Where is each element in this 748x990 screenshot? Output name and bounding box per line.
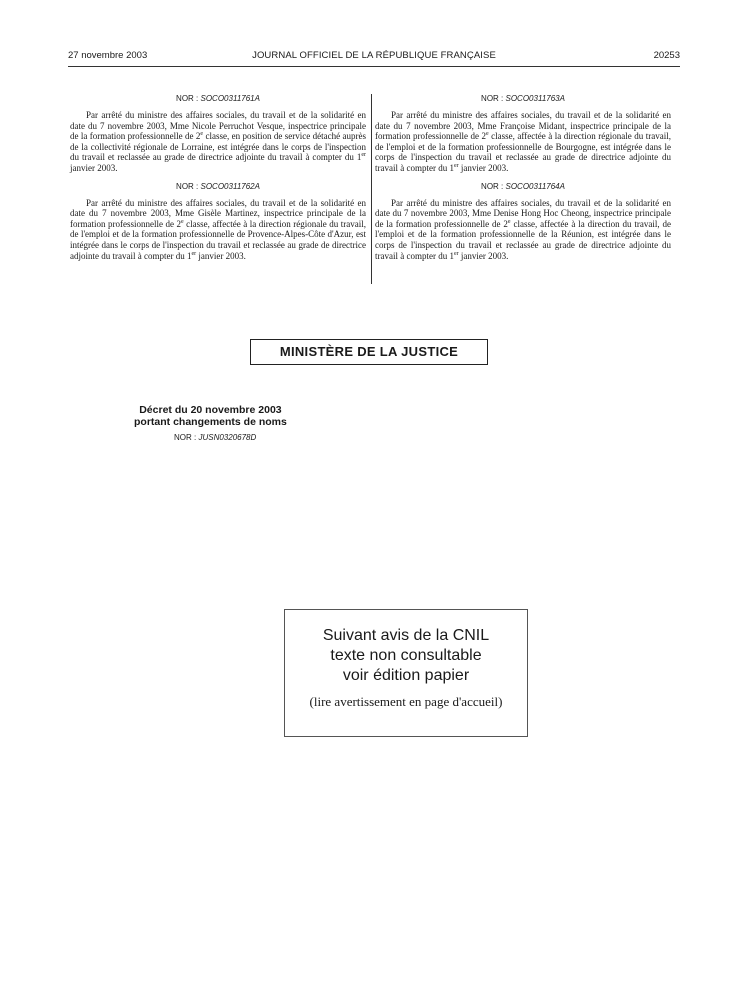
arrete-text: Par arrêté du ministre des affaires sociales, du travail et de la solidarité en date du 7 novembre 2003, Mme Denise Hong Hoc Cheong, inspectrice principale de la formation professionnelle de 2e classe, affectée à la direction du travail, de l'emploi et de la formation professionnelle de la Réunion, est intégrée dans le corps de l'inspection du travail et reclassée au grade de directrice adjointe du travail à compter du 1er janvier 2003. [375, 197, 671, 261]
nor-reference: NOR : SOCO0311763A [481, 94, 565, 103]
right-column [375, 94, 671, 269]
arrete-entry [70, 182, 366, 262]
decree-subtitle-line: portant changements de noms [134, 416, 287, 428]
decree-title [134, 404, 287, 428]
decree-title-line: Décret du 20 novembre 2003 [139, 404, 282, 416]
arrete-entry [70, 94, 366, 174]
cnil-notice-box [284, 609, 528, 737]
decree-nor-reference: NOR : JUSN0320678D [174, 433, 257, 442]
nor-reference: NOR : SOCO0311764A [481, 181, 565, 191]
journal-title: JOURNAL OFFICIEL DE LA RÉPUBLIQUE FRANÇAISE [252, 50, 496, 61]
notice-line: Suivant avis de la CNIL [322, 627, 490, 644]
arrete-text: Par arrêté du ministre des affaires sociales, du travail et de la solidarité en date du 7 novembre 2003, Mme Nicole Perruchot Vesque, inspectrice principale de la formation professionnelle de 2e classe, en position de service détaché auprès de la collectivité régionale de Lorraine, est intégrée dans le corps de l'inspection du travail et reclassée au grade de directrice adjointe du travail à compter du 1er janvier 2003. [70, 110, 366, 173]
header-divider [68, 66, 680, 67]
nor-reference: NOR : SOCO0311762A [176, 181, 260, 191]
issue-date: 27 novembre 2003 [68, 50, 148, 61]
nor-reference: NOR : SOCO0311761A [176, 94, 260, 103]
notice-line: voir édition papier [342, 667, 470, 684]
notice-warning-line: (lire avertissement en page d'accueil) [309, 694, 503, 709]
ministry-heading: MINISTÈRE DE LA JUSTICE [250, 339, 488, 365]
notice-line: texte non consultable [330, 647, 482, 664]
page-number: 20253 [653, 50, 680, 61]
column-divider [371, 94, 372, 284]
arrete-entry [375, 94, 671, 174]
arrete-text: Par arrêté du ministre des affaires sociales, du travail et de la solidarité en date du 7 novembre 2003, Mme Gisèle Martinez, inspectrice principale de la formation professionnelle de 2e classe, affectée à la direction régionale du travail, de l'emploi et de la formation professionnelle de Provence-Alpes-Côte d'Azur, est intégrée dans le corps de l'inspection du travail et reclassée au grade de directrice adjointe du travail à compter du 1er janvier 2003. [70, 197, 366, 261]
arrete-text: Par arrêté du ministre des affaires sociales, du travail et de la solidarité en date du 7 novembre 2003, Mme Françoise Midant, inspectrice principale de la formation professionnelle de 2e classe, affectée à la direction régionale du travail, de l'emploi et de la formation professionnelle de Bourgogne, est intégrée dans le corps de l'inspection du travail et reclassée au grade de directrice adjointe du travail à compter du 1er janvier 2003. [375, 110, 671, 173]
left-column [70, 94, 366, 269]
arrete-entry [375, 182, 671, 262]
header-bar [68, 50, 680, 64]
